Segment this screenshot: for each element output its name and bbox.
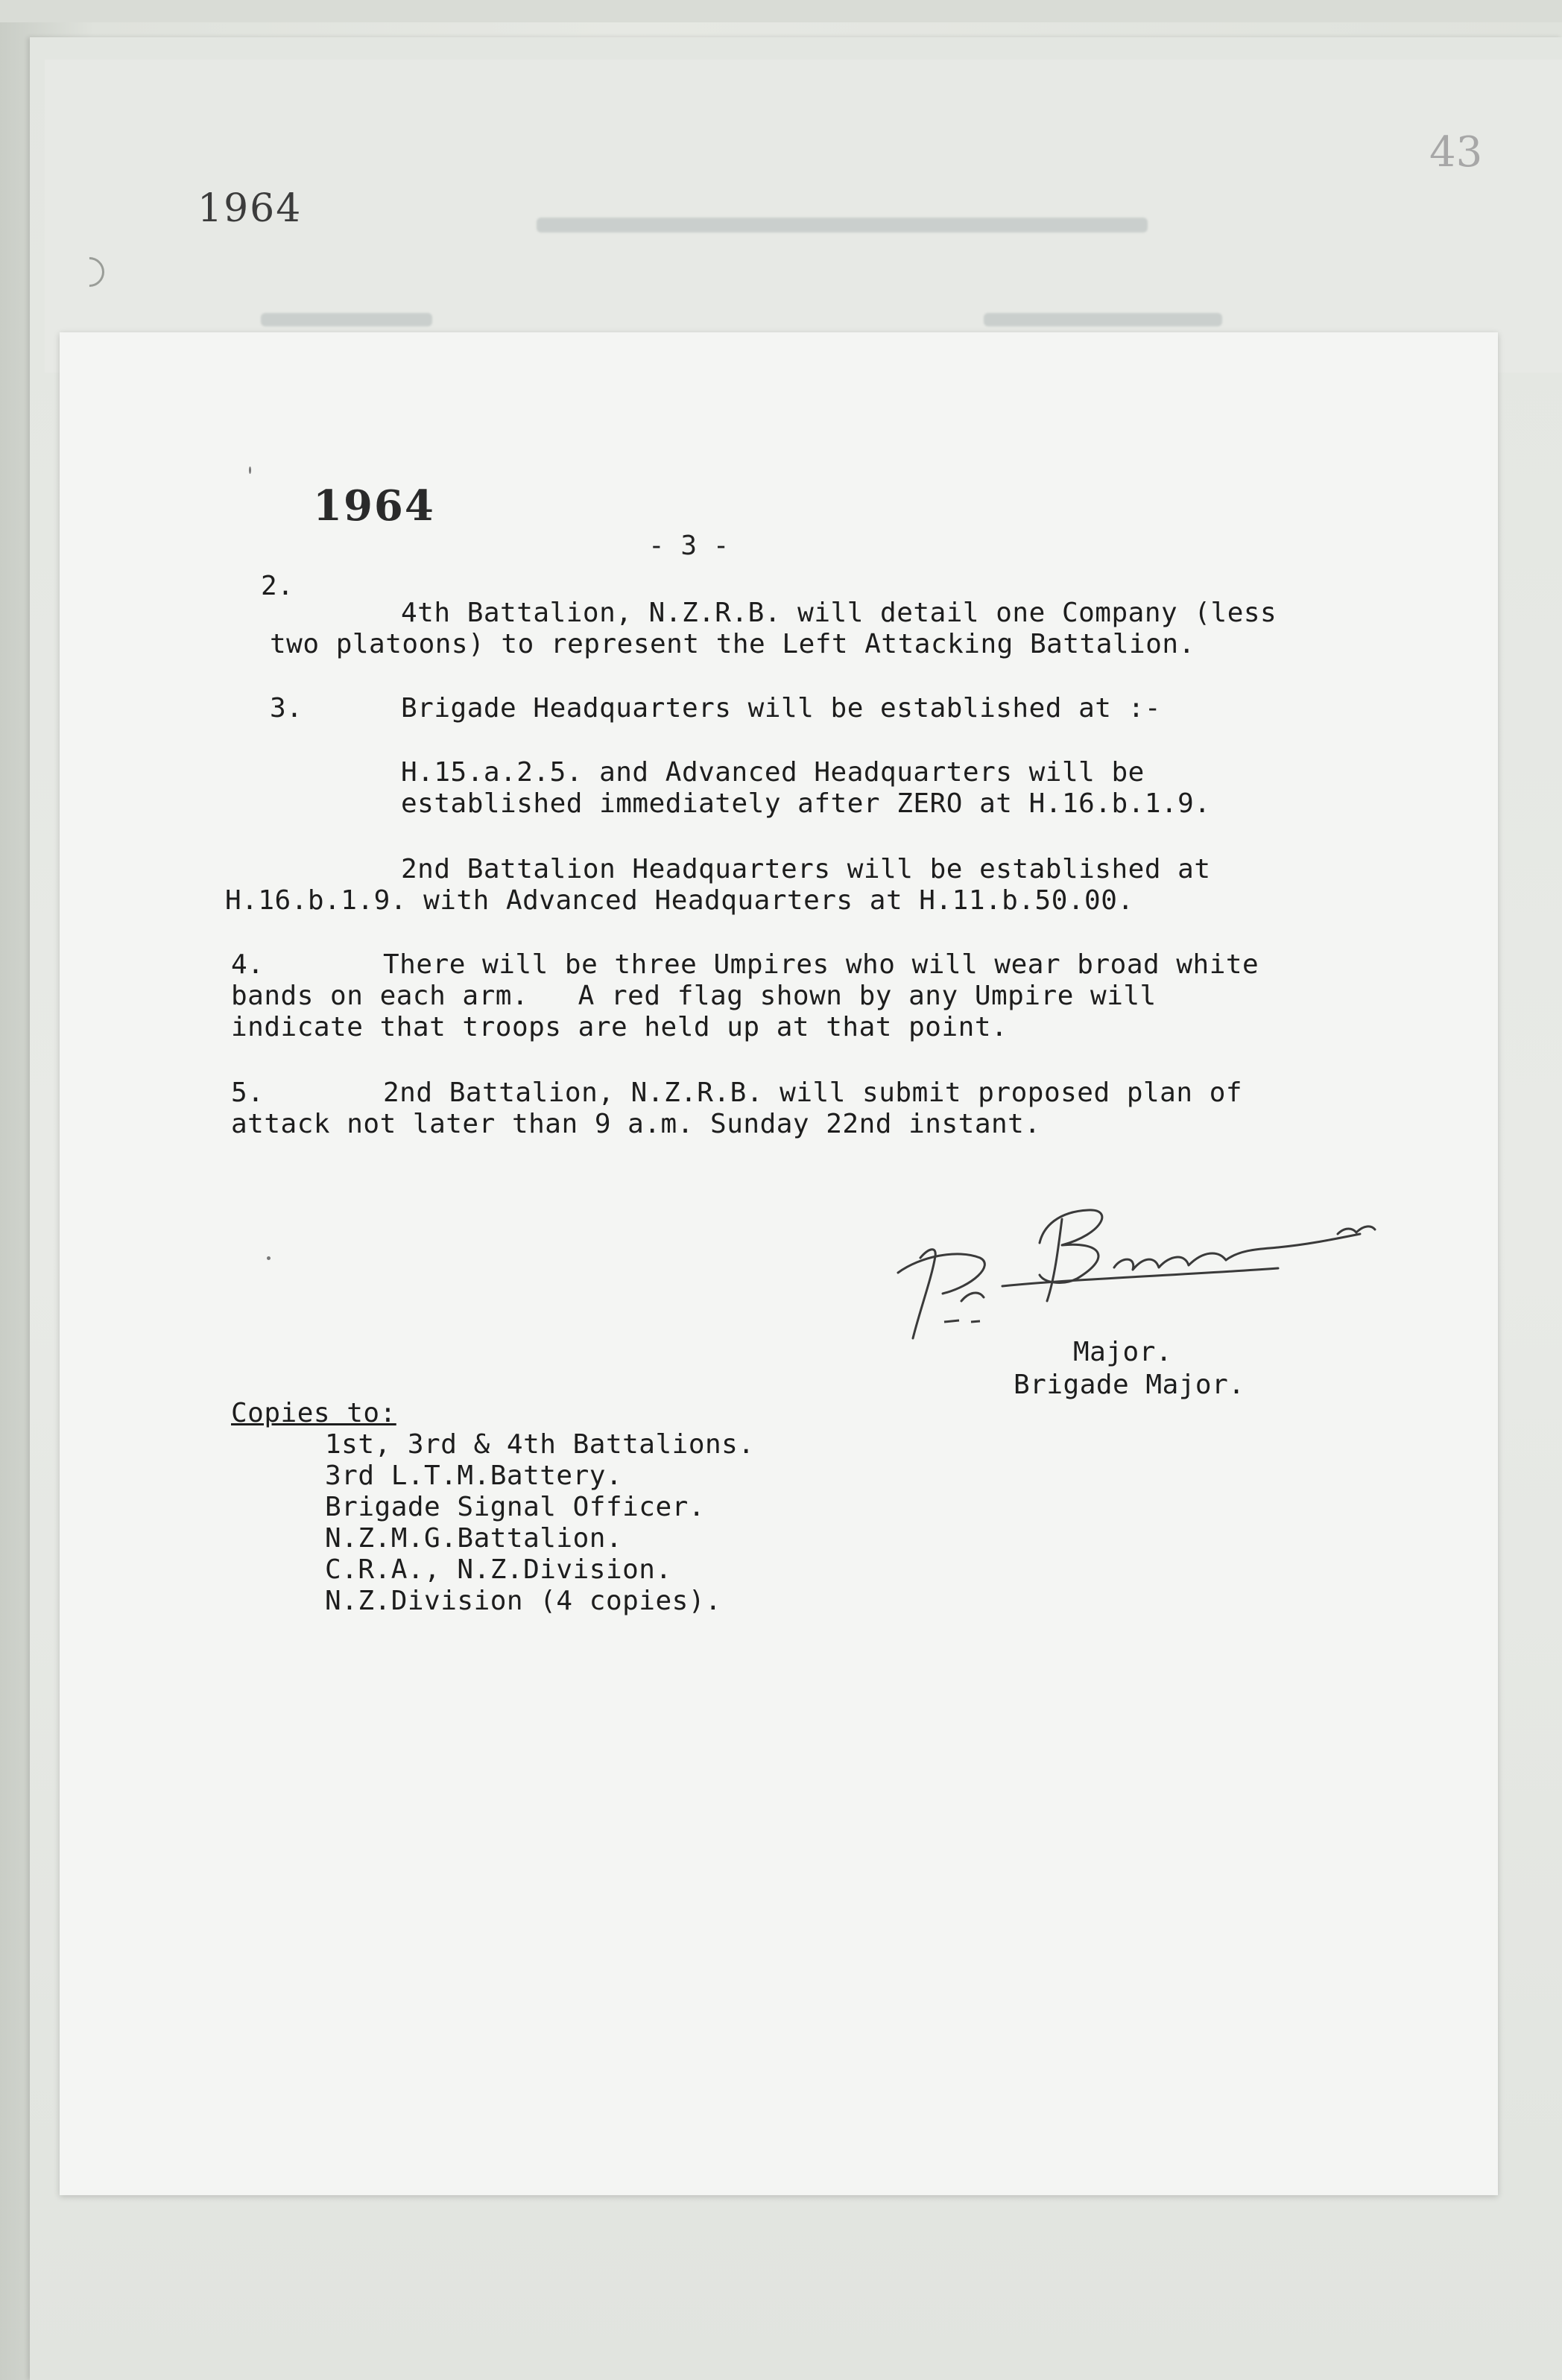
para-3-line-3: established immediately after ZERO at H.16.b.1.9.	[401, 788, 1211, 819]
para-3-number: 3.	[270, 693, 303, 724]
copies-recipient: 1st, 3rd & 4th Battalions.	[325, 1429, 755, 1460]
para-2-line-2: two platoons) to represent the Left Attacking Battalion.	[270, 629, 1195, 659]
ghost-text	[537, 218, 1148, 232]
para-5-number: 5.	[231, 1077, 265, 1108]
para-4-line-1: There will be three Umpires who will wear broad white	[383, 949, 1259, 980]
stamp-number: 1964	[313, 481, 435, 531]
handwritten-signature	[891, 1204, 1427, 1346]
copies-recipient: Brigade Signal Officer.	[325, 1492, 705, 1522]
page-marker: - 3 -	[648, 531, 730, 561]
folio-number: 43	[1429, 128, 1483, 177]
para-5-line-1: 2nd Battalion, N.Z.R.B. will submit proposed plan of	[383, 1077, 1243, 1108]
para-3-line-1: Brigade Headquarters will be established at :-	[401, 693, 1161, 724]
para-3-line-2: H.15.a.2.5. and Advanced Headquarters will be	[401, 757, 1145, 788]
copies-recipient: C.R.A., N.Z.Division.	[325, 1554, 672, 1585]
para-2-number: 2.	[261, 571, 294, 601]
copies-heading: Copies to:	[231, 1398, 396, 1428]
ghost-text	[984, 313, 1222, 326]
ghost-text	[261, 313, 432, 326]
copies-recipient: 3rd L.T.M.Battery.	[325, 1460, 623, 1491]
copies-recipient: N.Z.M.G.Battalion.	[325, 1523, 623, 1554]
para-3-line-4: 2nd Battalion Headquarters will be established at	[401, 854, 1211, 884]
para-4-line-2: bands on each arm. A red flag shown by any Umpire will	[231, 981, 1157, 1011]
letter-page	[60, 332, 1498, 2195]
signature-title: Brigade Major.	[1014, 1370, 1245, 1400]
para-2-line-1: 4th Battalion, N.Z.R.B. will detail one Company (less	[401, 598, 1277, 628]
paper-speck	[249, 466, 251, 474]
paper-speck	[267, 1256, 271, 1260]
signature-rank: Major.	[1073, 1337, 1173, 1367]
para-4-number: 4.	[231, 949, 265, 980]
copies-recipient: N.Z.Division (4 copies).	[325, 1586, 722, 1616]
para-3-line-5: H.16.b.1.9. with Advanced Headquarters at H.11.b.50.00.	[225, 885, 1134, 916]
file-number: 1964	[197, 186, 303, 231]
para-5-line-2: attack not later than 9 a.m. Sunday 22nd instant.	[231, 1109, 1041, 1139]
para-4-line-3: indicate that troops are held up at that point.	[231, 1012, 1008, 1042]
